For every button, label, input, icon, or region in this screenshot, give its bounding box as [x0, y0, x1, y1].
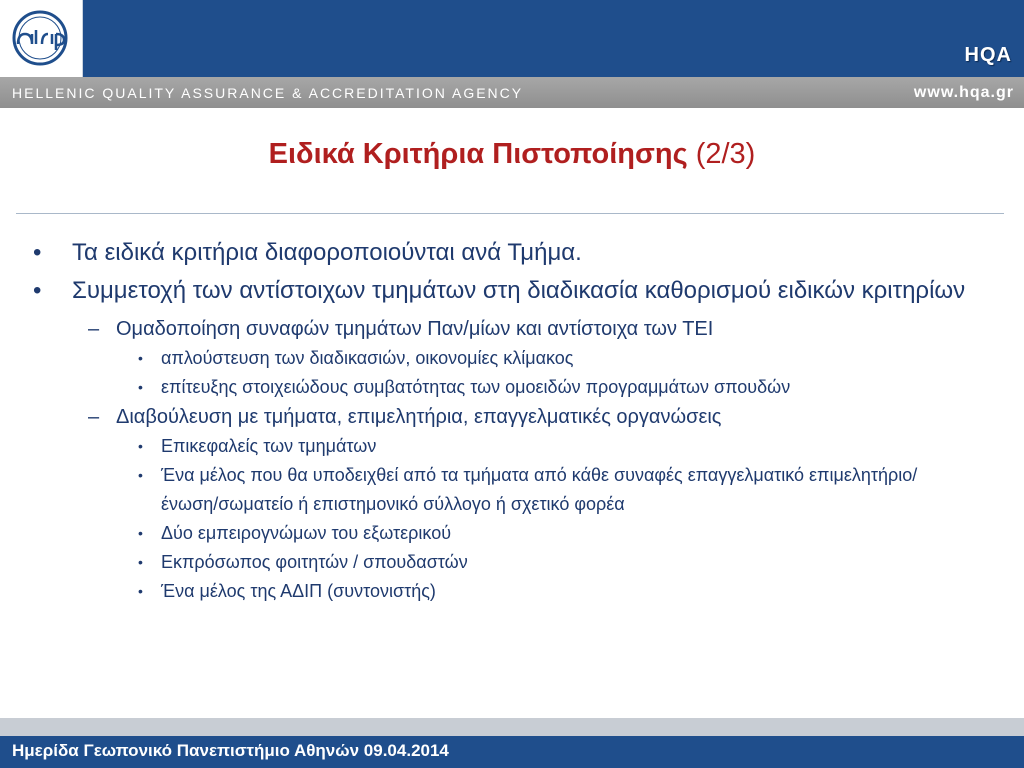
sub-bullet-item	[0, 314, 1024, 344]
sub-bullet-item	[0, 402, 1024, 432]
sub-bullet-text: Ομαδοποίηση συναφών τμημάτων Παν/μίων και αντίστοιχα των ΤΕΙ	[116, 318, 714, 340]
slide-content	[0, 236, 1024, 606]
agency-name: HELLENIC QUALITY ASSURANCE & ACCREDITATION AGENCY	[12, 85, 524, 101]
dash-icon: –	[88, 406, 100, 428]
bullet-dot-icon: •	[138, 525, 143, 541]
slide-title	[0, 138, 1024, 171]
sub-sub-bullet-item	[0, 432, 1024, 461]
sub-sub-bullet-text: Εκπρόσωπος φοιτητών / σπουδαστών	[161, 552, 468, 572]
bullet-dot-icon: •	[138, 438, 143, 454]
bullet-dot-icon: •	[33, 239, 42, 266]
sub-sub-bullet-text: επίτευξης στοιχειώδους συμβατότητας των ομοειδών προγραμμάτων σπουδών	[161, 377, 791, 397]
agency-strip	[0, 77, 1024, 108]
bullet-dot-icon: •	[138, 554, 143, 570]
sub-sub-bullet-item	[0, 344, 1024, 373]
slide-title-main: Ειδικά Κριτήρια Πιστοποίησης	[268, 138, 688, 170]
sub-sub-bullet-item	[0, 373, 1024, 402]
sub-sub-bullet-item	[0, 519, 1024, 548]
bullet-text: Συμμετοχή των αντίστοιχων τμημάτων στη διαδικασία καθορισμού ειδικών κριτηρίων	[72, 277, 966, 304]
sub-sub-bullet-item	[0, 461, 1024, 519]
bullet-dot-icon: •	[33, 277, 42, 304]
sub-sub-bullet-item	[0, 577, 1024, 606]
sub-sub-bullet-text: Ένα μέλος της ΑΔΙΠ (συντονιστής)	[161, 581, 436, 601]
sub-bullet-text: Διαβούλευση με τμήματα, επιμελητήρια, επαγγελματικές οργανώσεις	[116, 406, 722, 428]
bullet-item	[0, 274, 1024, 308]
slide-title-suffix: (2/3)	[687, 138, 756, 170]
bullet-dot-icon: •	[138, 467, 143, 483]
sub-sub-bullet-text: Επικεφαλείς των τμημάτων	[161, 436, 377, 456]
sub-sub-bullet-text: απλούστευση των διαδικασιών, οικονομίες κλίμακος	[161, 348, 574, 368]
website-label: www.hqa.gr	[913, 84, 1014, 101]
dash-icon: –	[88, 318, 100, 340]
bullet-item	[0, 236, 1024, 270]
footer-band	[0, 718, 1024, 736]
title-divider	[16, 213, 1004, 214]
bullet-dot-icon: •	[138, 350, 143, 366]
sub-sub-bullet-item	[0, 548, 1024, 577]
logo	[0, 0, 83, 77]
adip-logo-icon	[4, 10, 76, 66]
footer-text: Ημερίδα Γεωπονικό Πανεπιστήμιο Αθηνών 09.04.2014	[12, 741, 449, 760]
bullet-dot-icon: •	[138, 583, 143, 599]
bullet-text: Τα ειδικά κριτήρια διαφοροποιούνται ανά Τμήμα.	[72, 239, 582, 266]
bullet-dot-icon: •	[138, 379, 143, 395]
header-bar	[0, 0, 1024, 77]
sub-sub-bullet-text: Δύο εμπειρογνώμων του εξωτερικού	[161, 523, 452, 543]
footer-bar	[0, 736, 1024, 768]
sub-sub-bullet-text: Ένα μέλος που θα υποδειχθεί από τα τμήματα από κάθε συναφές επαγγελματικό επιμελητήριο/ένωση/σωματείο ή επιστημονικό σύλλογο ή σχετικό φορέα	[161, 465, 918, 514]
brand-label: HQA	[964, 44, 1012, 66]
